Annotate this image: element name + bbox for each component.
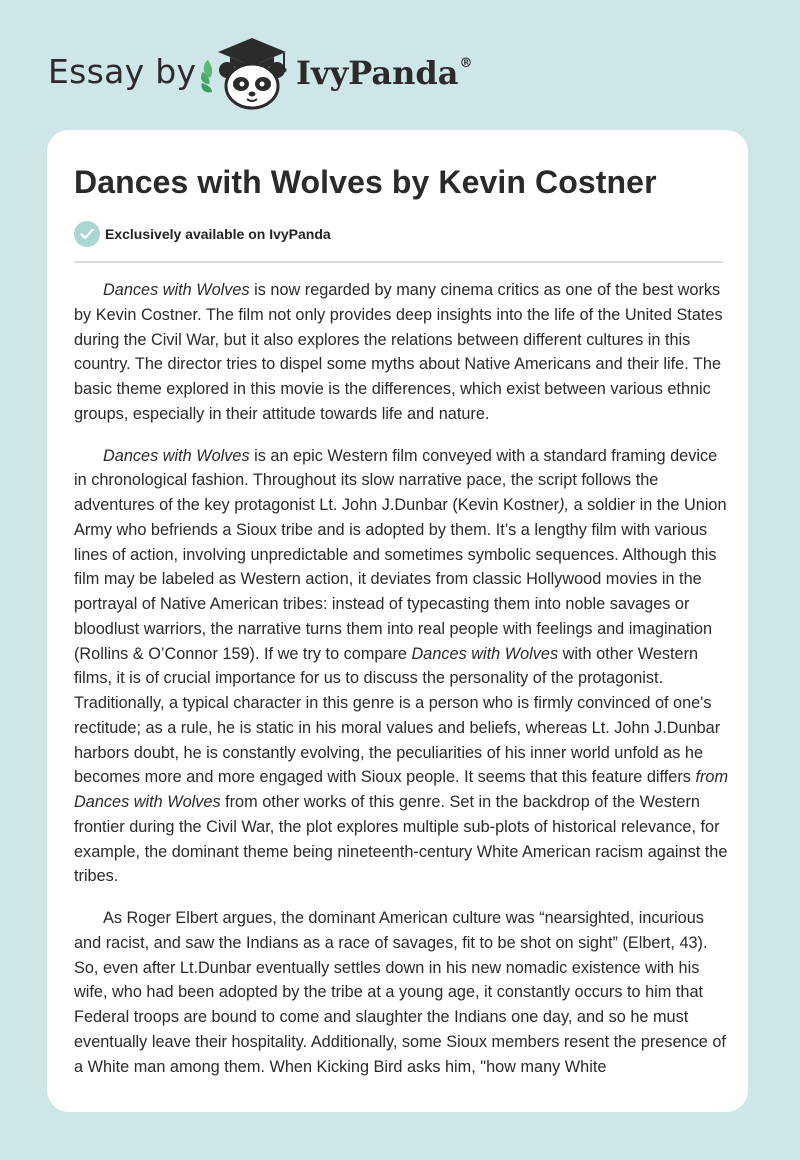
registered-mark: ® <box>459 56 473 71</box>
text-segment: Dances with Wolves <box>103 281 250 299</box>
essay-title: Dances with Wolves by Kevin Costner <box>74 164 657 200</box>
text-segment: from Dances with Wolves <box>74 768 729 811</box>
text-segment: from other works of this genre. Set in the backdrop of the Western frontier during the Civil War, the plot explores multiple sub-plots of historical relevance, for example, the dominant theme being nineteenth-century White American racism against the tribes. <box>74 793 728 886</box>
text-segment: Dances with Wolves <box>103 446 250 465</box>
text-segment: a soldier in the Union Army who befriends a Sioux tribe and is adopted by them. It’s a lengthy film with various lines of action, involving unpredictable and sometimes symbolic sequences. Although this film may be labeled as Western action, it deviates from classic Hollywood movies in the portrayal of Native American tribes: instead of typecasting them into noble savages or bloodlust warriors, the narrative turns them into real people with feelings and imagination (Rollins & O’Connor 159). If we try to compare <box>74 496 727 663</box>
essay-body <box>74 278 728 1096</box>
site-header <box>0 0 800 130</box>
text-segment: is now regarded by many cinema critics as one of the best works by Kevin Costner. The film not only provides deep insights into the life of the United States during the Civil War, but it also explores the relations between different cultures in this country. The director tries to dispel some myths about Native Americans and their life. The basic theme explored in this movie is the differences, which exist between various ethnic groups, especially in their attitude towards life and nature. <box>74 281 723 423</box>
exclusive-label: Exclusively available on IvyPanda <box>105 226 331 242</box>
essay-card <box>47 130 748 1112</box>
text-segment: As Roger Elbert argues, the dominant American culture was “nearsighted, incurious and racist, and saw the Indians as a race of savages, fit to be shot on sight” (Elbert, 43). So, even after Lt.Dunbar eventually settles down in his new nomadic existence with his wife, who had been adopted by the tribe at a young age, it constantly occurs to him that Federal troops are bound to come and slaughter the Indians one day, and so he must eventually leave their hospitality. Additionally, some Sioux members resent the presence of a White man among them. When Kicking Bird asks him, "how many White <box>74 909 726 1076</box>
check-circle-icon <box>74 221 100 247</box>
brand-name[interactable]: IvyPanda® <box>296 54 473 92</box>
paragraph <box>74 278 728 427</box>
paragraph <box>74 906 728 1079</box>
paragraph <box>74 444 728 890</box>
panda-graduate-icon[interactable] <box>200 34 290 110</box>
text-segment: with other Western films, it is of crucial importance for us to discuss the personality of the protagonist. Traditionally, a typical character in this genre is a person who is firmly convinced of one's rectitude; as a rule, he is static in his moral values and beliefs, whereas Lt. John J.Dunbar harbors doubt, he is constantly evolving, the peculiarities of his inner world unfold as he becomes more and more engaged with Sioux people. It seems that this feature differs <box>74 644 721 787</box>
divider <box>74 261 723 263</box>
essay-by-label: Essay by <box>48 52 197 91</box>
text-segment: ), <box>559 496 570 514</box>
text-segment: Dances with Wolves <box>411 644 559 663</box>
text-segment: is an epic Western film conveyed with a standard framing device in chronological fashion. Throughout its slow narrative pace, the script follows the adventures of the key protagonist Lt. John J.Dunbar (Kevin Kostner <box>74 446 718 514</box>
exclusive-badge <box>74 221 331 247</box>
